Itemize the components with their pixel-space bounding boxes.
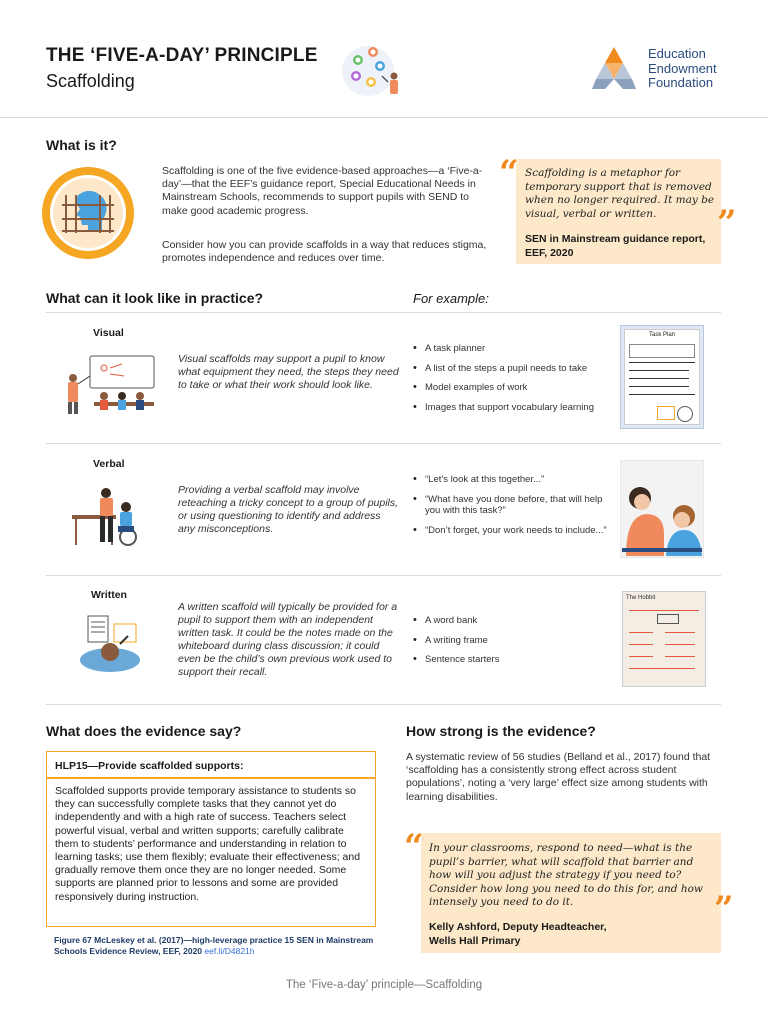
section-heading-strength: How strong is the evidence? xyxy=(406,723,596,739)
list-item: • “Don’t forget, your work needs to include...” xyxy=(413,525,613,537)
logo-line-1: Education xyxy=(648,46,706,61)
headteacher-cite-line-1: Kelly Ashford, Deputy Headteacher, xyxy=(429,921,607,933)
figure-caption xyxy=(54,935,374,957)
list-item: • A word bank xyxy=(413,615,613,627)
hlp15-divider xyxy=(46,777,376,779)
pupil-writing-icon xyxy=(76,614,144,672)
list-item: • A task planner xyxy=(413,343,613,355)
eef-logo-text xyxy=(648,47,717,91)
strength-body: A systematic review of 56 studies (Belland et al., 2017) found that ‘scaffolding has a consistently strong effect across student populations’, noting a ‘very large’ effect size among students with learning disabilities. xyxy=(406,751,711,803)
open-quote-icon: “ xyxy=(499,153,519,193)
section-heading-what-is-it: What is it? xyxy=(46,137,117,153)
close-quote-icon: ” xyxy=(714,889,734,929)
whiteboard-notes-photo xyxy=(622,591,706,687)
headteacher-quote-text: In your classrooms, respond to need—what is the pupil’s barrier, what will scaffold that barrier and how will you adjust the strategy if you need to? Consider how long you need to do this for, and how intensely you need to do it. xyxy=(429,842,703,908)
hlp15-title: HLP15—Provide scaffolded supports: xyxy=(55,760,244,772)
practice-divider-1 xyxy=(46,443,721,444)
eef-logo-icon xyxy=(590,45,638,91)
teacher-whiteboard-icon xyxy=(64,352,160,418)
row-desc-visual: Visual scaffolds may support a pupil to know what equipment they need, the steps they need to take or what their work should look like. xyxy=(178,353,399,391)
logo-line-2: Endowment xyxy=(648,60,717,76)
list-item: • “What have you done before, that will help you with this task?” xyxy=(413,494,613,517)
what-is-it-paragraph-1: Scaffolding is one of the five evidence-based approaches—a ‘Five-a-day’—that the EEF’s guidance report, Special Educational Needs in Mainstream Schools, recommends to support pupils with SEND to make good academic progress. xyxy=(162,165,483,217)
task-plan-title: Task Plan xyxy=(648,332,675,338)
definition-quote-text: Scaffolding is a metaphor for temporary support that is removed when no longer required. It may be visual, verbal or written. xyxy=(525,167,715,220)
practice-divider-top xyxy=(46,312,721,313)
verbal-examples-list xyxy=(413,474,613,544)
list-item: • Images that support vocabulary learning xyxy=(413,402,613,414)
figure-caption-text: Figure 67 McLeskey et al. (2017)—high-leverage practice 15 SEN in Mainstream Schools Evidence Review, EEF, 2020 xyxy=(54,935,374,956)
row-desc-written: A written scaffold will typically be provided for a pupil to support them with an independent written task. It could be the notes made on the whiteboard during class discussion; it could even be the child’s own previous work used to support their recall. xyxy=(178,601,398,678)
for-example-label: For example: xyxy=(413,291,489,306)
hlp15-body: Scaffolded supports provide temporary assistance to students so they can successfully complete tasks that they cannot yet do independently and with a high rate of success. Teachers select powerful visual, verbal and written supports; carefully calibrate them to students’ performance and understanding in relation to learning tasks; use them flexibly; evaluate their effectiveness; and gradually remove them once they are no longer needed. Some supports are planned prior to lessons and some are provided responsively during instruction. xyxy=(55,785,361,903)
row-desc-verbal: Providing a verbal scaffold may involve reteaching a tricky concept to a group of pupils, or using questioning to identify and address any misconceptions. xyxy=(178,484,399,535)
list-item: • Sentence starters xyxy=(413,654,613,666)
list-item: • A writing frame xyxy=(413,635,613,647)
visual-examples-list xyxy=(413,343,613,421)
pupils-talking-photo xyxy=(620,460,704,558)
row-label-verbal: Verbal xyxy=(93,458,125,470)
header-divider xyxy=(0,117,768,118)
list-item: • Model examples of work xyxy=(413,382,613,394)
section-heading-evidence: What does the evidence say? xyxy=(46,723,242,739)
definition-quote-citation: SEN in Mainstream guidance report, EEF, 2020 xyxy=(525,233,706,259)
scaffold-head-icon xyxy=(40,165,136,261)
list-item: • “Let’s look at this together...” xyxy=(413,474,613,486)
practice-divider-2 xyxy=(46,575,721,576)
whiteboard-title: The Hobbit xyxy=(626,595,656,601)
figure-caption-link[interactable]: eef.li/D4821h xyxy=(204,946,255,956)
logo-line-3: Foundation xyxy=(648,75,714,90)
row-label-visual: Visual xyxy=(93,327,124,339)
what-is-it-paragraph-2: Consider how you can provide scaffolds in a way that reduces stigma, promotes independence and reduces over time. xyxy=(162,239,487,265)
page-title: THE ‘FIVE-A-DAY’ PRINCIPLE xyxy=(46,45,318,66)
written-examples-list xyxy=(413,615,613,674)
headteacher-cite-line-2: Wells Hall Primary xyxy=(429,935,521,947)
teacher-pupil-talk-icon xyxy=(70,485,150,547)
task-plan-image xyxy=(620,325,704,429)
practice-divider-bottom xyxy=(46,704,721,705)
page-subtitle: Scaffolding xyxy=(46,71,135,91)
close-quote-icon: ” xyxy=(717,203,737,243)
five-a-day-icon xyxy=(338,42,408,100)
row-label-written: Written xyxy=(91,589,127,601)
section-heading-practice: What can it look like in practice? xyxy=(46,290,264,306)
open-quote-icon: “ xyxy=(404,827,424,867)
page-footer: The ‘Five-a-day’ principle—Scaffolding xyxy=(285,979,483,991)
list-item: • A list of the steps a pupil needs to take xyxy=(413,363,613,375)
